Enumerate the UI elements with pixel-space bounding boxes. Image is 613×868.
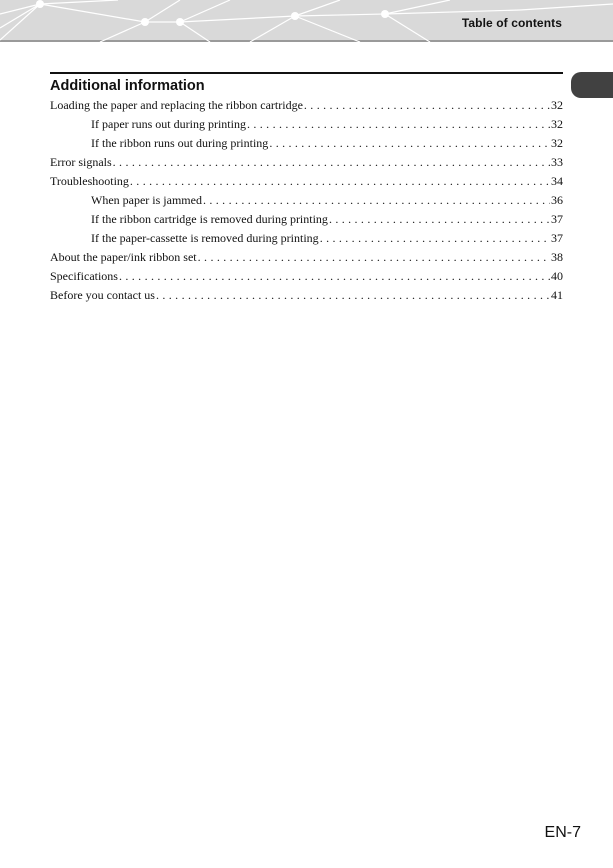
chapter-tab [571, 72, 613, 98]
section-rule [50, 72, 563, 74]
toc-entry-page: 37 [551, 212, 563, 226]
toc-section [50, 72, 563, 305]
toc-dot-leader [130, 172, 550, 191]
toc-dot-leader [119, 267, 550, 286]
toc-entry-troubleshooting[interactable] [50, 172, 563, 191]
toc-dot-leader [203, 191, 550, 210]
toc-entry-title: Specifications [50, 269, 118, 283]
toc-entry-title: If the paper-cassette is removed during printing [91, 231, 319, 245]
toc-dot-leader [198, 248, 550, 267]
toc-list [50, 96, 563, 305]
toc-entry-page: 38 [551, 250, 563, 264]
toc-entry-page: 37 [551, 231, 563, 245]
toc-entry-page: 41 [551, 288, 563, 302]
toc-dot-leader [156, 286, 550, 305]
toc-entry-cassette-removed[interactable] [50, 229, 563, 248]
toc-entry-title: Before you contact us [50, 288, 155, 302]
toc-entry-page: 32 [551, 136, 563, 150]
toc-entry-title: About the paper/ink ribbon set [50, 250, 197, 264]
toc-dot-leader [320, 229, 550, 248]
toc-entry-page: 40 [551, 269, 563, 283]
header-band [0, 0, 613, 42]
toc-entry-title: Loading the paper and replacing the ribbon cartridge [50, 98, 303, 112]
toc-entry-before-you-contact-us[interactable] [50, 286, 563, 305]
toc-entry-title: Troubleshooting [50, 174, 129, 188]
toc-dot-leader [329, 210, 550, 229]
toc-entry-ribbon-removed[interactable] [50, 210, 563, 229]
toc-entry-paper-ink-ribbon-set[interactable] [50, 248, 563, 267]
page-number: EN-7 [544, 824, 581, 841]
toc-entry-specifications[interactable] [50, 267, 563, 286]
toc-dot-leader [304, 96, 550, 115]
toc-entry-loading-paper[interactable] [50, 96, 563, 115]
toc-entry-page: 32 [551, 98, 563, 112]
toc-entry-page: 33 [551, 155, 563, 169]
toc-entry-title: If the ribbon runs out during printing [91, 136, 269, 150]
toc-entry-title: If the ribbon cartridge is removed during printing [91, 212, 328, 226]
toc-dot-leader [113, 153, 550, 172]
toc-entry-paper-jammed[interactable] [50, 191, 563, 210]
toc-dot-leader [247, 115, 550, 134]
toc-entry-title: If paper runs out during printing [91, 117, 246, 131]
toc-entry-page: 32 [551, 117, 563, 131]
section-heading: Additional information [50, 78, 205, 94]
toc-entry-ribbon-runs-out[interactable] [50, 134, 563, 153]
toc-entry-page: 34 [551, 174, 563, 188]
toc-dot-leader [269, 134, 550, 153]
toc-entry-title: Error signals [50, 155, 112, 169]
toc-entry-title: When paper is jammed [91, 193, 202, 207]
header-title: Table of contents [461, 16, 562, 30]
toc-entry-error-signals[interactable] [50, 153, 563, 172]
toc-entry-paper-runs-out[interactable] [50, 115, 563, 134]
toc-entry-page: 36 [551, 193, 563, 207]
